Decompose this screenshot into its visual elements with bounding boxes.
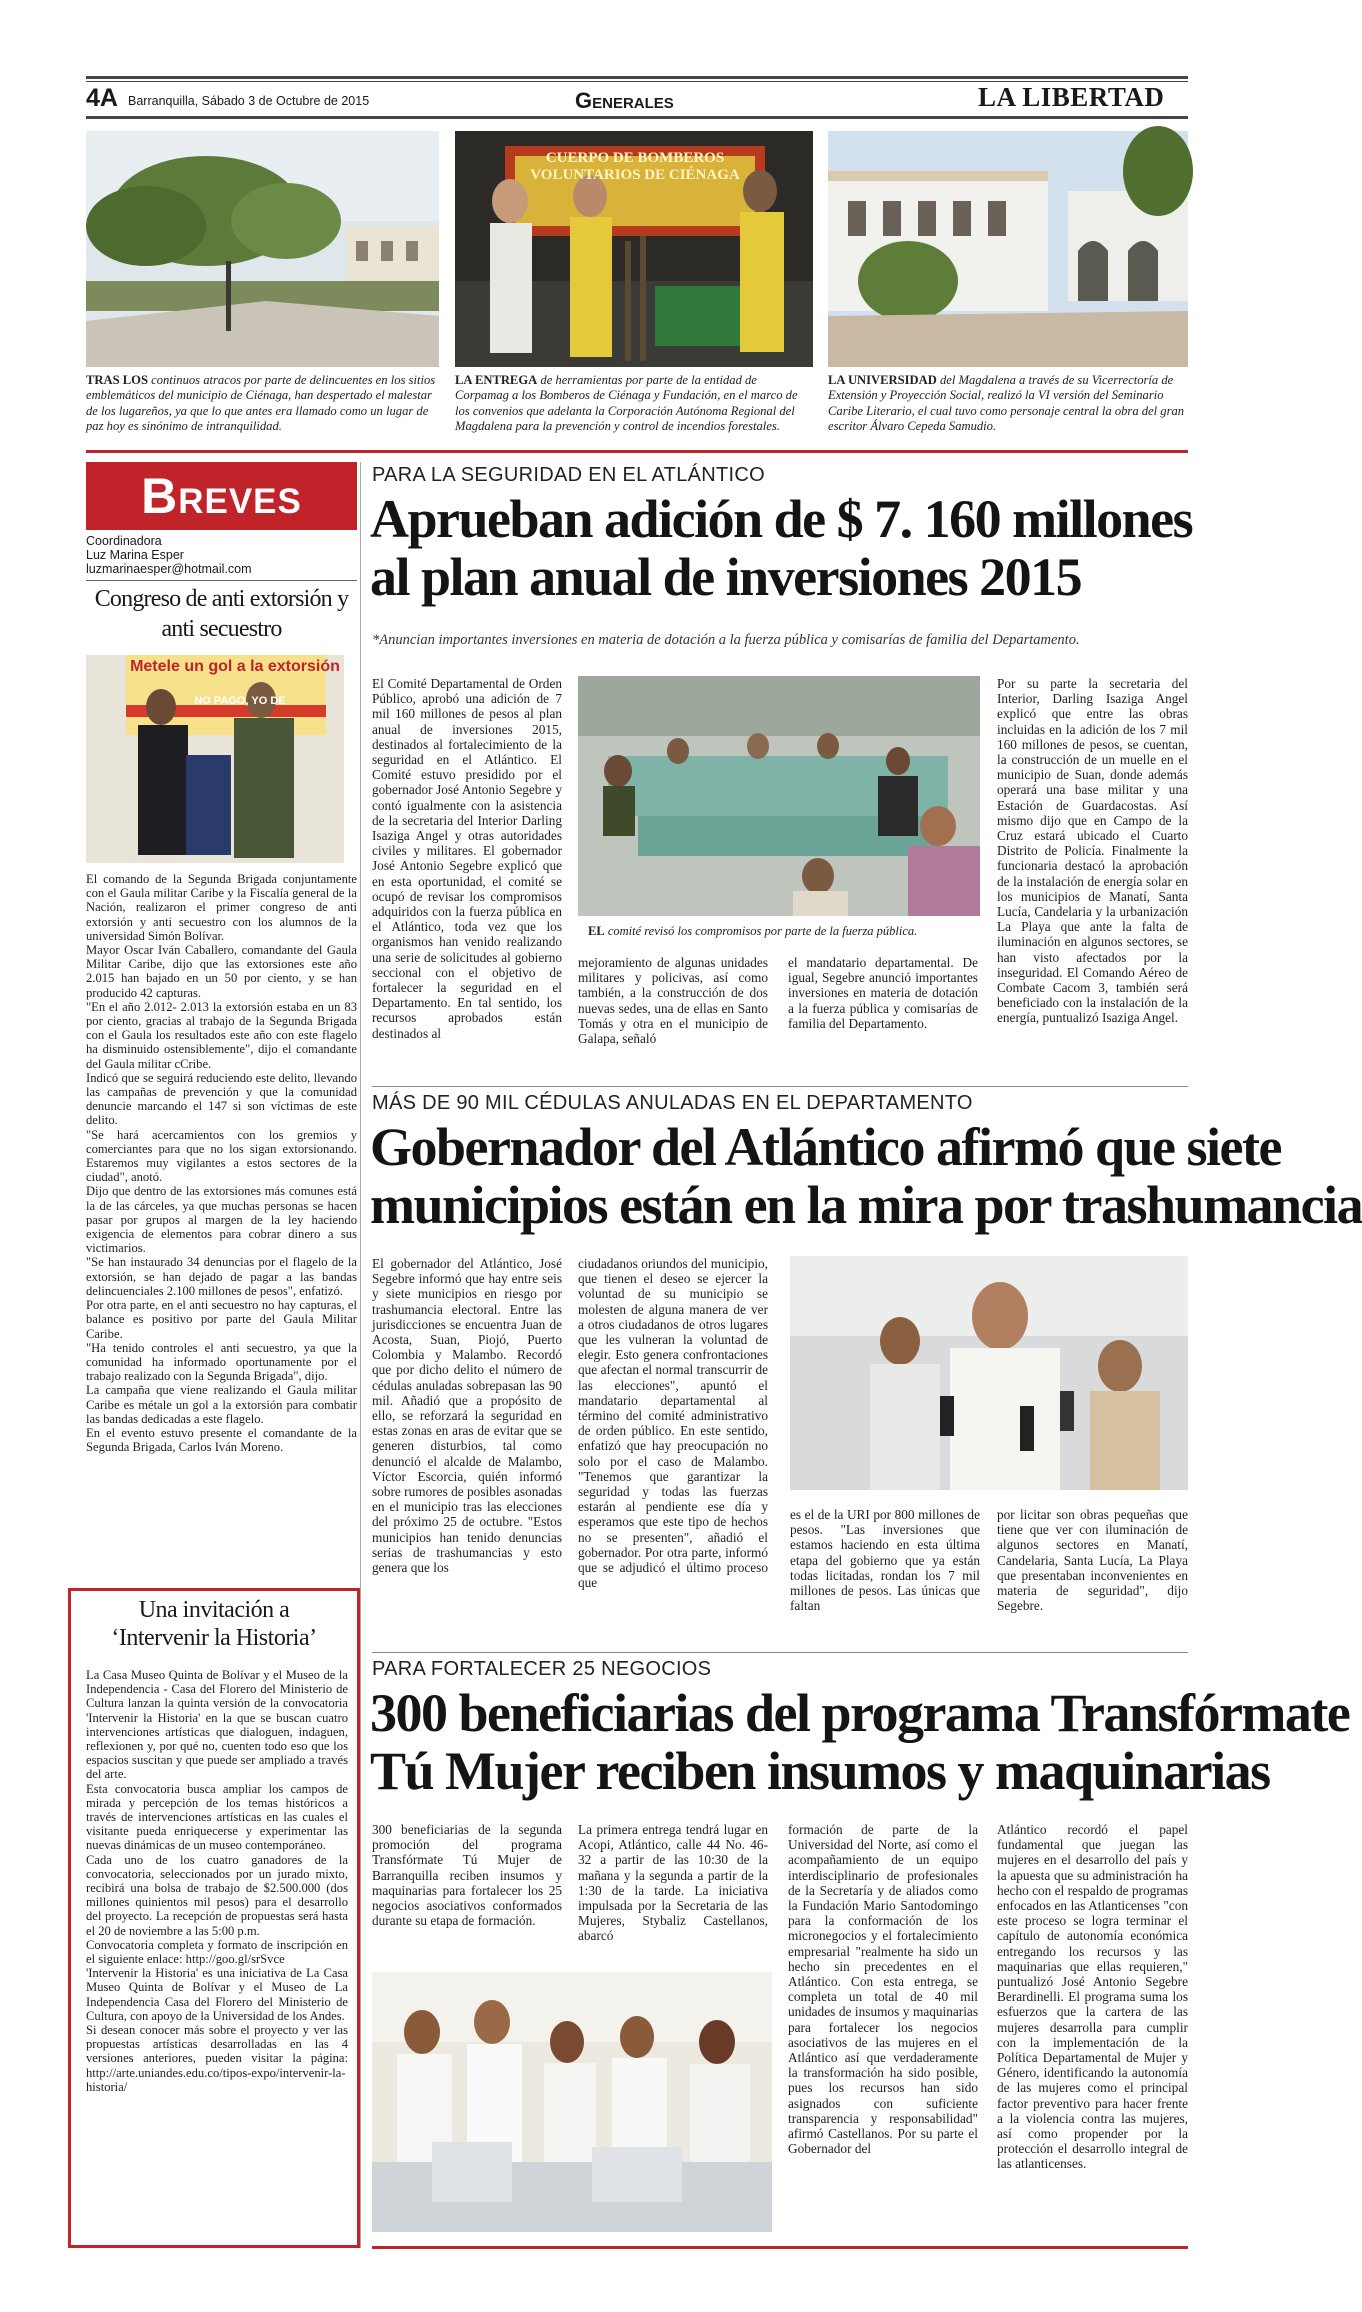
invitation-body: La Casa Museo Quinta de Bolívar y el Museo de la Independencia - Casa del Florero del Ministerio de Cultura lanzan la quinta versión de la convocatoria 'Intervenir la Historia' en la que se buscan cuatro intervenciones artísticas que dialoguen, indaguen, reflexionen y, por qué no, cuenten todo eso que los espacios suscitan y que puede ser ampliado a través del arte. Esta convocatoria busca ampliar los campos de mirada y percepción de los temas históricos a través de intervenciones artísticas en las cuales el visitante pueda enriquecerse y experimentar las nuevas dinámicas de un museo contemporáneo. Cada uno de los cuatro ganadores de la convocatoria, seleccionados por un jurado mixto, recibirá una bolsa de trabajo de $2.500.000 (dos millones quinientos mil pesos) para el desarrollo del proyecto. La recepción de propuestas será hasta el 20 de noviembre a las 5:00 p.m. Convocatoria completa y formato de inscripción en el siguiente enlace: http://goo.gl/srSvce 'Intervenir la Historia' es una iniciativa de La Casa Museo Quinta de Bolívar y el Museo de La Independencia Casa del Florero del Ministerio de Cultura, con apoyo de la Universidad de los Andes. Si desean conocer más sobre el proyecto y ver las propuestas artísticas desarrolladas en las 4 versiones anteriores, pueden visitar la página: http://arte.uniandes.edu.co/tipos-expo/intervenir-la-historia/ xyxy=(86,1668,348,2094)
breves-rule xyxy=(86,580,357,581)
photo-banner-sub: NO PAGO, YO DE xyxy=(194,695,286,707)
article1-col4: Por su parte la secretaria del Interior, Darling Isaziga Angel explicó que entre las obras incluidas en la adición de los 7 mil 160 millones de pesos, se cuentan, la construcción de un muelle en el municipio de Suan, donde además operará una base militar y una Estación de Guardacostas. Así mismo dijo que en Campo de la Cruz estará ubicado el Cuarto Distrito de Policía. Finalmente la funcionaria destacó la aprobación de la instalación de energía solar en los municipios de Manatí, Santa Lucía, Candelaria y la urbanización La Playa que ante la falta de iluminación en algunos sectores, se han visto afectados por la inseguridad. El Comando Aéreo de Combate Cacom 3, también será beneficiado con la instalación de la energía, puntualizó Isaziga Angel. xyxy=(997,676,1188,1026)
section-name: Generales xyxy=(575,88,674,113)
article2-col3: es el de la URI por 800 millones de pesos. "Las inversiones que estamos haciendo en esta última etapa del gobierno que ya están todas licitadas, rondan los 7 mil millones de pesos. Las únicas que faltan xyxy=(790,1507,980,1614)
breves-story-title: Congreso de anti extorsión y anti secuestro xyxy=(94,586,349,642)
article2-col4: por licitar son obras pequeñas que tiene que ver con iluminación de algunos sectores en Manatí, Candelaria, Santa Lucía, La Playa que presentaban inconvenientes en materia de seguridad", dijo Segebre. xyxy=(997,1507,1188,1614)
sidebar-vertical-rule xyxy=(360,462,361,2248)
photo-sign-text: CUERPO DE BOMBEROS VOLUNTARIOS DE CIÉNAGA xyxy=(530,150,740,183)
invitation-title: Una invitación a ‘Intervenir la Historia’ xyxy=(111,1597,317,1651)
bottom-red-rule xyxy=(372,2246,1188,2249)
article1-headline: Aprueban adición de $ 7. 160 millones al plan anual de inversiones 2015 xyxy=(370,489,1193,607)
photo-universidad xyxy=(828,131,1188,367)
article1-col1: El Comité Departamental de Orden Público, aprobó una adición de 7 mil 160 millones de pesos al plan anual de inversiones 2015, destinados al fortalecimiento de la seguridad en el Atlántico. El Comité estuvo presidido por el gobernador José Antonio Segebre y contó igualmente con la asistencia de la secretaria del Interior Darling Isaziga Angel y otras autoridades civiles y militares. El gobernador José Antonio Segebre explicó que en esta oportunidad, el comité se ocupó de revisar los compromisos adquiridos con la fuerza pública en el Atlántico, toda vez que los organismos han venido realizando una serie de solicitudes al gobierno seccional con el objetivo de fortalecer la seguridad en el Departamento. En tal sentido, los recursos aprobados están destinados al xyxy=(372,676,562,1041)
article3-col1: 300 beneficiarias de la segunda promoción del programa Transfórmate Tú Mujer de Barranquilla reciben insumos y maquinarias para fortalecer los 25 negocios asociativos conformados durante su etapa de formación. xyxy=(372,1822,562,1929)
article-divider-1 xyxy=(372,1086,1188,1087)
breves-story-body: El comando de la Segunda Brigada conjuntamente con el Gaula militar Caribe y la Fiscalía general de la Nación, realizaron el primer congreso de anti extorsión y anti secuestro con los alumnos de la universidad Simón Bolívar. Mayor Oscar Iván Caballero, comandante del Gaula Militar Caribe, dijo que las extorsiones este año 2.015 han bajado en un 50 por ciento, y se han producido 42 capturas. "En el año 2.012- 2.013 la extorsión estaba en un 83 por ciento, gracias al trabajo de la Segunda Brigada con el Gaula los resultados este año con este flagelo ha disminuido ostensiblemente", dijo el comandante del Gaula militar cCribe. Indicó que se seguirá reduciendo este delito, llevando las campañas de prevención y que la comunidad denuncie marcando el 147 si son víctimas de este delito. "Se hará acercamientos con los gremios y comerciantes para que no los sigan extorsionando. Estaremos muy vigilantes a estos sectores de la ciudad", anotó. Dijo que dentro de las extorsiones más comunes está la de las cárceles, ya que muchas personas se hacen pasar por grupos al margen de la ley haciendo exigencia de elementos para cobrar dinero a sus victimarios. "Se han instaurado 34 denuncias por el flagelo de la extorsión, se han dejado de pagar a las bandas delincuenciales 2.100 millones de pesos", enfatizó. Por otra parte, en el anti secuestro no hay capturas, el balance es positivo por parte del Gaula Militar Caribe. "Ha tenido controles el anti secuestro, ya que la comunidad ha informado oportunamente por el trabajo realizado con la Segunda Brigada", dijo. La campaña que viene realizando el Gaula militar Caribe es métale un gol a la extorsión para combatir las bandas dedicadas a este flagelo. En el evento estuvo presente el comandante de la Segunda Brigada, Carlos Iván Moreno. xyxy=(86,872,357,1455)
photo-congreso xyxy=(86,655,344,863)
article1-photo-caption: EL comité revisó los compromisos por parte de la fuerza pública. xyxy=(588,924,918,938)
masthead-bottom-rule xyxy=(86,116,1188,119)
breves-banner xyxy=(86,462,357,530)
photo-banner-text: Metele un gol a la extorsión xyxy=(130,658,340,675)
photo-cienaga-plaza xyxy=(86,131,439,367)
article3-col2: La primera entrega tendrá lugar en Acopi, Atlántico, calle 44 No. 46-32 a partir de las 10:30 de la mañana y la segunda a partir de la 1:30 de la tarde. La iniciativa impulsada por la Secretaria de las Mujeres, Stybaliz Castellanos, abarcó xyxy=(578,1822,768,1944)
article3-col4: Atlántico recordó el papel fundamental que juegan las mujeres en el desarrollo del país y la apuesta que su administración ha hecho con el respaldo de programas enfocados en las Atlanticenses "con este proceso se logra terminar el capítulo de autonomía económica entregando los recursos y las maquinarias que ellas requieren," puntualizó José Antonio Segebre Berardinelli. El programa suma los esfuerzos que la cartera de las mujeres desarrolla para cumplir con la implementación de la Política Departamental de Mujer y Género, identificando la autonomía de las mujeres como el principal factor preventivo para hacer frente a la violencia contra las mujeres, así como propender por la protección el desarrollo integral de las atlanticenses. xyxy=(997,1822,1188,2172)
article1-col3: el mandatario departamental. De igual, Segebre anunció importantes inversiones en materia de dotación a la fuerza pública y comisarías de familia del Departamento. xyxy=(788,955,978,1031)
article-divider-2 xyxy=(372,1652,1188,1653)
article2-col2: ciudadanos oriundos del municipio, que tienen el deseo se ejercer la voluntad de su municipio se molesten de alguna manera de ver a otros ciudadanos de otros lugares que les vulneran la voluntad de elegir. Esto genera confrontaciones que afectan el normal transcurrir de las elecciones", apuntó el mandatario departamental al término del comité administrativo de orden público. En este sentido, enfatizó que hay preocupación no solo por el caso de Malambo. "Tenemos que garantizar la seguridad y todas las fuerzas estarán al pendiente ese día y esperamos que este tipo de hechos no se presenten", añadió el gobernador. Por otra parte, informó que se adjudicó el último proceso que xyxy=(578,1256,768,1591)
article3-kicker: PARA FORTALECER 25 NEGOCIOS xyxy=(372,1658,712,1680)
article1-col2: mejoramiento de algunas unidades militares y policivas, así como también, a la construcción de dos nuevas sedes, una de ellas en Santo Tomás y otra en el municipio de Galapa, señaló xyxy=(578,955,768,1047)
breves-label: Breves xyxy=(141,468,302,524)
article2-col1: El gobernador del Atlántico, José Segebre informó que hay entre seis y siete municipios en riesgo por trashumancia electoral. Entre las jurisdicciones se encuentra Juan de Acosta, Suan, Piojó, Puerto Colombia y Malambo. Recordó que por dicho delito el número de cédulas anuladas sobrepasan las 90 mil. Añadió que a propósito de ello, se reforzará la seguridad en estas zonas en aras de evitar que se generen disturbios, tal como denunció el alcalde de Malambo, Víctor Escorcia, quién informó sobre rumores de posibles asonadas en el municipio tras las elecciones del próximo 25 de octubre. "Estos municipios han tenido denuncias serias de trashumancias y esto genera que los xyxy=(372,1256,562,1576)
article3-col3: formación de parte de la Universidad del Norte, así como el acompañamiento de un equipo interdisciplinario de profesionales de la Secretaría y de aliados como la Fundación Mario Santodomingo para la conformación de los micronegocios y el fortalecimiento empresarial "realmente ha sido un hecho sin precedentes en el Atlántico. Con esta entrega, se completa un total de 40 mil unidades de insumos y maquinarias para fortalecer los negocios asociativos de las mujeres en el Atlántico así que verdaderamente la transformación ha sido posible, pues los recursos han sido asignados con suficiente transparencia y responsabilidad" afirmó Castellanos. Por su parte el Gobernador del xyxy=(788,1822,978,2157)
masthead-top-rule xyxy=(86,76,1188,79)
dateline: Barranquilla, Sábado 3 de Octubre de 2015 xyxy=(128,94,370,108)
photo-mujeres xyxy=(372,1972,772,2232)
article3-headline: 300 beneficiarias del programa Transfórmate Tú Mujer reciben insumos y maquinarias xyxy=(370,1683,1350,1801)
article1-kicker: PARA LA SEGURIDAD EN EL ATLÁNTICO xyxy=(372,464,765,486)
photo-caption-2: LA ENTREGA de herramientas por parte de la entidad de Corpamag a los Bomberos de Ciénaga y Fundación, en el marco de los convenios que adelanta la Corporación Autónoma Regional del Magdalena para la prevención y control de incendios forestales. xyxy=(455,373,798,434)
article2-headline: Gobernador del Atlántico afirmó que siete municipios están en la mira por trashumancia xyxy=(370,1117,1362,1235)
section-divider-red xyxy=(86,450,1188,453)
photo-caption-3: LA UNIVERSIDAD del Magdalena a través de su Vicerrectoría de Extensión y Proyección Social, realizó la VI versión del Seminario Caribe Literario, el cual tuvo como personaje central la obra del gran escritor Álvaro Cepeda Samudio. xyxy=(828,373,1185,434)
paper-name: LA LIBERTAD xyxy=(978,82,1165,112)
article2-kicker: MÁS DE 90 MIL CÉDULAS ANULADAS EN EL DEPARTAMENTO xyxy=(372,1092,973,1114)
article1-deck: *Anuncian importantes inversiones en materia de dotación a la fuerza pública y comisarías de familia del Departamento. xyxy=(372,632,1080,648)
photo-comite xyxy=(578,676,980,916)
photo-gobernador xyxy=(790,1256,1188,1490)
breves-coordinator: Coordinadora Luz Marina Esper luzmarinaesper@hotmail.com xyxy=(86,534,252,576)
photo-caption-1: TRAS LOS continuos atracos por parte de delincuentes en los sitios emblemáticos del municipio de Ciénaga, han despertado el malestar de los lugareños, ya que lo que antes era llamado como un lugar de paz hoy es sinónimo de intranquilidad. xyxy=(86,373,436,434)
page-number: 4A xyxy=(86,84,118,112)
